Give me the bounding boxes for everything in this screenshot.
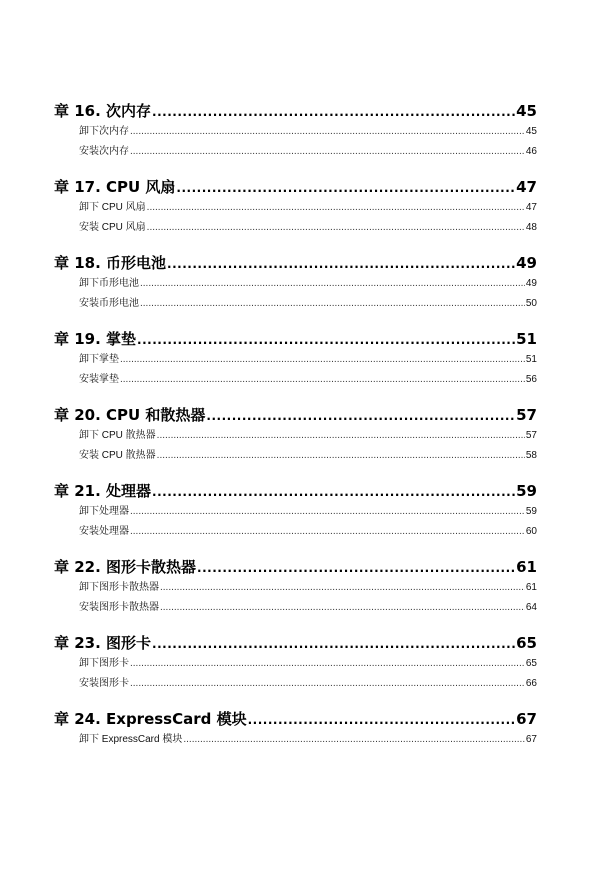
- entry-page-number: 56: [525, 374, 537, 385]
- dot-leader: [160, 598, 525, 618]
- dot-leader: [183, 730, 525, 750]
- dot-leader: [130, 674, 525, 694]
- dot-leader: [176, 177, 515, 198]
- toc-entry[interactable]: [79, 350, 537, 370]
- entry-page-number: 58: [525, 450, 537, 461]
- toc-entry[interactable]: [79, 522, 537, 542]
- chapter-title: 章 18. 币形电池: [54, 254, 167, 272]
- entry-page-number: 46: [525, 146, 537, 157]
- toc-entry[interactable]: [79, 294, 537, 314]
- dot-leader: [147, 198, 525, 218]
- toc-entry[interactable]: [79, 426, 537, 446]
- entry-title: 卸下图形卡散热器: [79, 582, 159, 593]
- dot-leader: [152, 101, 515, 122]
- chapter-page-number: 51: [516, 330, 537, 348]
- chapter-18: [54, 252, 537, 314]
- chapter-20: [54, 404, 537, 466]
- chapter-page-number: 57: [516, 406, 537, 424]
- entry-title: 安装次内存: [79, 146, 129, 157]
- toc-entry[interactable]: [79, 142, 537, 162]
- dot-leader: [130, 142, 525, 162]
- entry-page-number: 51: [525, 354, 537, 365]
- entry-title: 卸下处理器: [79, 506, 129, 517]
- entry-page-number: 67: [525, 734, 537, 745]
- chapter-page-number: 47: [516, 178, 537, 196]
- toc-entry[interactable]: [79, 598, 537, 618]
- chapter-24: [54, 708, 537, 750]
- chapter-heading[interactable]: [54, 404, 537, 426]
- dot-leader: [160, 578, 525, 598]
- toc-entry[interactable]: [79, 578, 537, 598]
- dot-leader: [157, 446, 525, 466]
- chapter-heading[interactable]: [54, 708, 537, 730]
- dot-leader: [130, 522, 525, 542]
- entry-page-number: 61: [525, 582, 537, 593]
- toc-entry[interactable]: [79, 122, 537, 142]
- entry-page-number: 59: [525, 506, 537, 517]
- table-of-contents: [54, 100, 537, 764]
- chapter-title: 章 17. CPU 风扇: [54, 178, 176, 196]
- chapter-23: [54, 632, 537, 694]
- dot-leader: [137, 329, 515, 350]
- chapter-16: [54, 100, 537, 162]
- entry-title: 卸下 CPU 散热器: [79, 430, 156, 441]
- toc-entry[interactable]: [79, 730, 537, 750]
- dot-leader: [206, 405, 515, 426]
- entry-page-number: 64: [525, 602, 537, 613]
- entry-title: 卸下币形电池: [79, 278, 139, 289]
- dot-leader: [157, 426, 525, 446]
- entry-page-number: 48: [525, 222, 537, 233]
- chapter-heading[interactable]: [54, 176, 537, 198]
- dot-leader: [140, 274, 525, 294]
- entry-title: 安装掌垫: [79, 374, 119, 385]
- entry-page-number: 45: [525, 126, 537, 137]
- toc-entry[interactable]: [79, 446, 537, 466]
- toc-entry[interactable]: [79, 674, 537, 694]
- chapter-page-number: 65: [516, 634, 537, 652]
- chapter-page-number: 59: [516, 482, 537, 500]
- entry-title: 安装处理器: [79, 526, 129, 537]
- dot-leader: [120, 350, 525, 370]
- entry-title: 卸下 CPU 风扇: [79, 202, 146, 213]
- dot-leader: [167, 253, 515, 274]
- chapter-page-number: 67: [516, 710, 537, 728]
- toc-entry[interactable]: [79, 502, 537, 522]
- chapter-title: 章 24. ExpressCard 模块: [54, 710, 247, 728]
- entry-title: 安装图形卡: [79, 678, 129, 689]
- chapter-page-number: 61: [516, 558, 537, 576]
- chapter-22: [54, 556, 537, 618]
- toc-entry[interactable]: [79, 198, 537, 218]
- dot-leader: [147, 218, 525, 238]
- chapter-title: 章 16. 次内存: [54, 102, 152, 120]
- chapter-title: 章 21. 处理器: [54, 482, 152, 500]
- entry-page-number: 47: [525, 202, 537, 213]
- dot-leader: [130, 654, 525, 674]
- dot-leader: [197, 557, 515, 578]
- dot-leader: [140, 294, 525, 314]
- chapter-heading[interactable]: [54, 100, 537, 122]
- chapter-title: 章 22. 图形卡散热器: [54, 558, 197, 576]
- chapter-heading[interactable]: [54, 480, 537, 502]
- entry-page-number: 66: [525, 678, 537, 689]
- chapter-page-number: 45: [516, 102, 537, 120]
- chapter-title: 章 19. 掌垫: [54, 330, 137, 348]
- entry-title: 安装 CPU 散热器: [79, 450, 156, 461]
- chapter-17: [54, 176, 537, 238]
- entry-title: 卸下图形卡: [79, 658, 129, 669]
- entry-title: 安装图形卡散热器: [79, 602, 159, 613]
- chapter-heading[interactable]: [54, 252, 537, 274]
- chapter-heading[interactable]: [54, 632, 537, 654]
- entry-title: 卸下 ExpressCard 模块: [79, 734, 183, 745]
- dot-leader: [130, 502, 525, 522]
- chapter-page-number: 49: [516, 254, 537, 272]
- toc-entry[interactable]: [79, 274, 537, 294]
- entry-title: 安装币形电池: [79, 298, 139, 309]
- chapter-title: 章 20. CPU 和散热器: [54, 406, 206, 424]
- dot-leader: [130, 122, 525, 142]
- dot-leader: [248, 709, 516, 730]
- entry-title: 卸下次内存: [79, 126, 129, 137]
- toc-entry[interactable]: [79, 654, 537, 674]
- entry-page-number: 57: [525, 430, 537, 441]
- chapter-heading[interactable]: [54, 556, 537, 578]
- entry-page-number: 50: [525, 298, 537, 309]
- entry-title: 卸下掌垫: [79, 354, 119, 365]
- dot-leader: [152, 481, 515, 502]
- chapter-19: [54, 328, 537, 390]
- dot-leader: [152, 633, 515, 654]
- entry-page-number: 49: [525, 278, 537, 289]
- entry-title: 安装 CPU 风扇: [79, 222, 146, 233]
- chapter-heading[interactable]: [54, 328, 537, 350]
- toc-entry[interactable]: [79, 218, 537, 238]
- chapter-21: [54, 480, 537, 542]
- entry-page-number: 65: [525, 658, 537, 669]
- chapter-title: 章 23. 图形卡: [54, 634, 152, 652]
- entry-page-number: 60: [525, 526, 537, 537]
- toc-entry[interactable]: [79, 370, 537, 390]
- dot-leader: [120, 370, 525, 390]
